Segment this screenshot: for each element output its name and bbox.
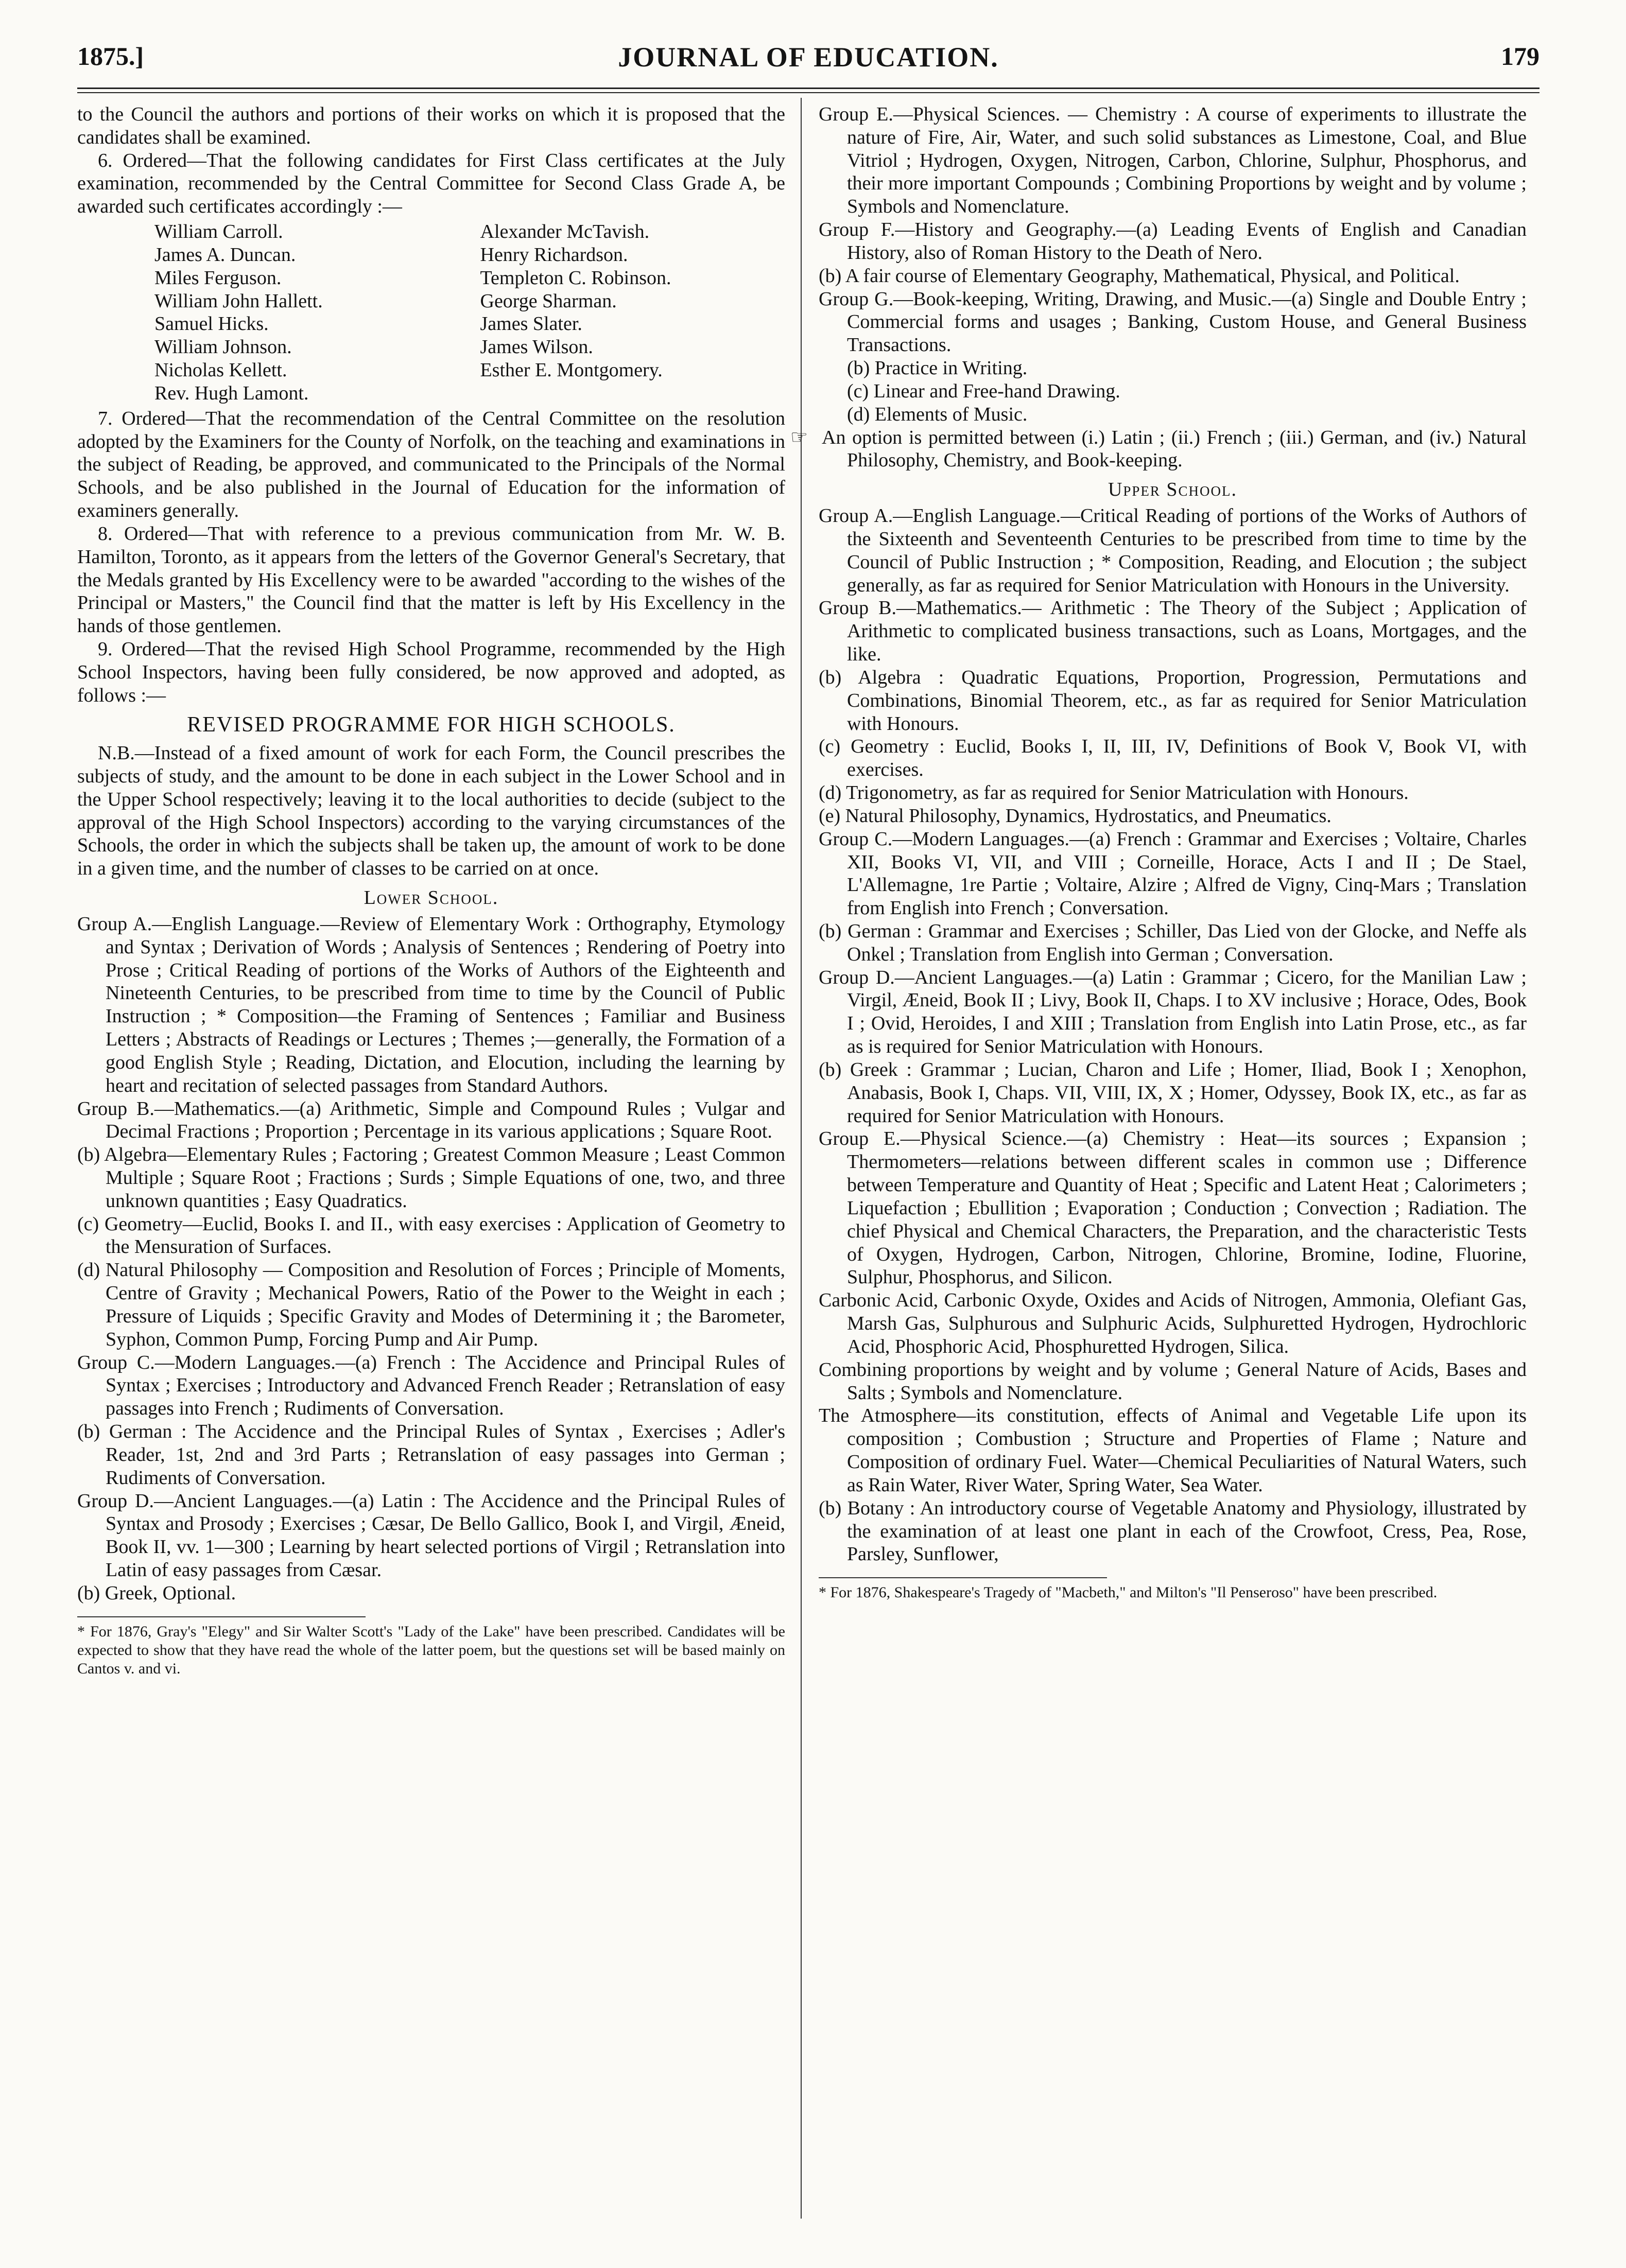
candidate-name: Templeton C. Robinson. [480, 267, 671, 289]
upper-group-d: Group D.—Ancient Languages.—(a) Latin : Grammar ; Cicero, for the Manilian Law ; Virgil, Æneid, Book II ; Livy, Book II, Chaps. I to XV inclusive ; Horace, Odes, Book I ; Ovid, Heroides, I and XIII ; Translation from English into Latin Prose, etc., as far as is required for Senior Matriculation with Honours. [819, 966, 1527, 1058]
candidate-names [77, 220, 785, 405]
page-number: 179 [1501, 42, 1539, 71]
candidate-name: James Wilson. [480, 336, 593, 358]
left-column [77, 103, 785, 1678]
lower-group-f: Group F.—History and Geography.—(a) Leading Events of English and Canadian History, also of Roman History to the Death of Nero. [819, 219, 1527, 264]
order-6: 6. Ordered—That the following candidates for First Class certificates at the July examination, recommended by the Central Committee for Second Class Grade A, be awarded such certificates accordingly :— [77, 149, 785, 218]
upper-group-c: Group C.—Modern Languages.—(a) French : Grammar and Exercises ; Voltaire, Charles XII, Books VI, VII, and VIII ; Corneille, Horace, Acts I and II ; De Stael, L'Allemagne, 1re Partie ; Voltaire, Alzire ; Alfred de Vigny, Cinq-Mars ; Translation from English into French ; Conversation. [819, 828, 1527, 919]
candidate-name: Nicholas Kellett. [154, 359, 287, 381]
lower-group-f-geography: (b) A fair course of Elementary Geography, Mathematical, Physical, and Political. [819, 265, 1460, 287]
candidate-name: Alexander McTavish. [480, 221, 650, 243]
upper-group-b: Group B.—Mathematics.— Arithmetic : The Theory of the Subject ; Application of Arithmetic to complicated business transactions, such as Loans, Mortgages, and the like. [819, 597, 1527, 666]
right-column [790, 103, 1527, 1602]
right-footnote: * For 1876, Shakespeare's Tragedy of "Macbeth," and Milton's "Il Penseroso" have been prescribed. [819, 1584, 1438, 1601]
lower-group-d: Group D.—Ancient Languages.—(a) Latin : The Accidence and the Principal Rules of Syntax and Prosody ; Exercises ; Cæsar, De Bello Gallico, Book I, and Virgil, Æneid, Book II, vv. 1—300 ; Learning by heart selected portions of Virgil ; Retranslation into Latin of easy passages from Cæsar. [77, 1490, 785, 1581]
journal-page [77, 31, 1539, 2244]
nb-paragraph: N.B.—Instead of a fixed amount of work for each Form, the Council prescribes the subjects of study, and the amount to be done in each subject in the Lower School and in the Upper School respectively; leaving it to the local authorities to decide (subject to the approval of the High School Inspectors) according to the varying circumstances of the Schools, the order in which the subjects shall be taken up, the amount of work to be done in a given time, and the number of classes to be carried on at once. [77, 742, 785, 880]
upper-group-b-algebra: (b) Algebra : Quadratic Equations, Proportion, Progression, Permutations and Combinations, Binomial Theorem, etc., as far as required for Senior Matriculation with Honours. [819, 666, 1527, 735]
candidate-name: Samuel Hicks. [154, 313, 269, 335]
footnote-rule [77, 1616, 366, 1617]
upper-group-a: Group A.—English Language.—Critical Reading of portions of the Works of Authors of the Sixteenth and Seventeenth Centuries to be prescribed from time to time by the Council of Public Instruction ; * Composition, Reading, and Elocution ; the subject generally, as far as required for Senior Matriculation with Honours in the University. [819, 505, 1527, 596]
upper-group-e: Group E.—Physical Science.—(a) Chemistry : Heat—its sources ; Expansion ; Thermometers—relations between different scales in common use ; Difference between Temperature and Quantity of Heat ; Specific and Latent Heat ; Calorimeters ; Liquefaction ; Ebullition ; Evaporation ; Conduction ; Convection ; Radiation. The chief Physical and Chemical Characters, the Preparation, and the characteristic Tests of Oxygen, Hydrogen, Carbon, Nitrogen, Chlorine, Bromine, Iodine, Fluorine, Sulphur, Phosphorus, and Silicon. [819, 1128, 1527, 1288]
header-rule [77, 92, 1539, 93]
candidate-name: Rev. Hugh Lamont. [154, 382, 309, 404]
lower-group-d-greek: (b) Greek, Optional. [77, 1582, 236, 1604]
order-7: 7. Ordered—That the recommendation of the Central Committee on the resolution adopted by the Examiners for the County of Norfolk, on the teaching and examinations in the subject of Reading, be approved, and communicated to the Principals of the Normal Schools, and be also published in the Journal of Education for the information of examiners generally. [77, 407, 785, 522]
upper-school-heading: Upper School. [1108, 479, 1238, 501]
upper-group-e-acids: Carbonic Acid, Carbonic Oxyde, Oxides and Acids of Nitrogen, Ammonia, Olefiant Gas, Marsh Gas, Sulphurous and Sulphuric Acids, Sulphuretted Hydrogen, Hydrochloric Acid, Phosphoric Acid, Phosphuretted Hydrogen, Silica. [819, 1289, 1527, 1357]
lower-group-b-geometry: (c) Geometry—Euclid, Books I. and II., with easy exercises : Application of Geometry to the Mensuration of Surfaces. [77, 1213, 785, 1258]
candidate-name: Miles Ferguson. [154, 267, 282, 289]
candidate-name: James Slater. [480, 313, 582, 335]
header-year: 1875.] [77, 42, 144, 71]
upper-group-c-german: (b) German : Grammar and Exercises ; Schiller, Das Lied von der Glocke, and Neffe als Onkel ; Translation from English into German ; Conversation. [819, 920, 1527, 965]
option-note: ☞ An option is permitted between (i.) Latin ; (ii.) French ; (iii.) German, and (iv.) Natural Philosophy, Chemistry, and Book-keeping. [790, 426, 1527, 472]
page-header [77, 31, 1539, 89]
journal-title: JOURNAL OF EDUCATION. [618, 42, 999, 73]
lower-group-b-algebra: (b) Algebra—Elementary Rules ; Factoring ; Greatest Common Measure ; Least Common Multiple ; Square Root ; Fractions ; Surds ; Simple Equations of one, two, and three unknown quantities ; Easy Quadratics. [77, 1144, 785, 1212]
programme-title: REVISED PROGRAMME FOR HIGH SCHOOLS. [187, 712, 676, 737]
lower-group-g-music: (d) Elements of Music. [847, 403, 1028, 425]
upper-group-e-botany: (b) Botany : An introductory course of Vegetable Anatomy and Physiology, illustrated by the examination of at least one plant in each of the Crowfoot, Cress, Pea, Rose, Parsley, Sunflower, [819, 1497, 1527, 1565]
lower-group-b-philosophy: (d) Natural Philosophy — Composition and Resolution of Forces ; Principle of Moments, Centre of Gravity ; Mechanical Powers, Ratio of the Power to the Weight in each ; Pressure of Liquids ; Specific Gravity and Modes of Determining it ; the Barometer, Syphon, Common Pump, Forcing Pump and Air Pump. [77, 1259, 785, 1350]
intro-paragraph: to the Council the authors and portions of their works on which it is proposed that the candidates shall be examined. [77, 103, 785, 148]
candidate-name: James A. Duncan. [154, 243, 296, 266]
column-divider [801, 98, 802, 2219]
upper-group-d-greek: (b) Greek : Grammar ; Lucian, Charon and Life ; Homer, Iliad, Book I ; Xenophon, Anabasis, Book I, Chaps. VII, VIII, IX, X ; Homer, Odyssey, Book IX, etc., as far as required for Senior Matriculation with Honours. [819, 1058, 1527, 1127]
upper-group-b-trigonometry: (d) Trigonometry, as far as required for Senior Matriculation with Honours. [819, 782, 1409, 804]
lower-group-g-drawing: (c) Linear and Free-hand Drawing. [847, 380, 1120, 402]
order-9: 9. Ordered—That the revised High School Programme, recommended by the High School Inspectors, having been fully considered, be now approved and adopted, as follows :— [77, 638, 785, 706]
candidate-name: William Carroll. [154, 221, 283, 243]
lower-group-e: Group E.—Physical Sciences. — Chemistry : A course of experiments to illustrate the nature of Fire, Air, Water, and such solid substances as Limestone, Coal, and Blue Vitriol ; Hydrogen, Oxygen, Nitrogen, Carbon, Chlorine, Sulphur, Phosphorus, and their more important Compounds ; Combining Proportions by weight and by volume ; Symbols and Nomenclature. [819, 103, 1527, 218]
candidate-name: Esther E. Montgomery. [480, 359, 663, 381]
lower-group-b: Group B.—Mathematics.—(a) Arithmetic, Simple and Compound Rules ; Vulgar and Decimal Fractions ; Proportion ; Percentage in its various applications ; Square Root. [77, 1097, 785, 1143]
lower-group-c: Group C.—Modern Languages.—(a) French : The Accidence and Principal Rules of Syntax ; Exercises ; Introductory and Advanced French Reader ; Retranslation of easy passages into French ; Rudiments of Conversation. [77, 1351, 785, 1420]
names-column-2 [480, 220, 786, 405]
lower-group-a: Group A.—English Language.—Review of Elementary Work : Orthography, Etymology and Syntax ; Derivation of Words ; Analysis of Sentences ; Rendering of Poetry into Prose ; Critical Reading of portions of the Works of Authors of the Eighteenth and Nineteenth Centuries, to be prescribed from time to time by the Council of Public Instruction ; * Composition—the Framing of Sentences ; Familiar and Business Letters ; Abstracts of Readings or Lectures ; Themes ;—generally, the Formation of a good English Style ; Reading, Dictation, and Elocution, including the learning by heart and recitation of selected passages from Standard Authors. [77, 913, 785, 1096]
upper-group-b-philosophy: (e) Natural Philosophy, Dynamics, Hydrostatics, and Pneumatics. [819, 805, 1331, 827]
names-column-1 [154, 220, 460, 405]
option-note-text: An option is permitted between (i.) Latin ; (ii.) French ; (iii.) German, and (iv.) Natural Philosophy, Chemistry, and Book-keeping. [822, 426, 1527, 472]
order-8: 8. Ordered—That with reference to a previous communication from Mr. W. B. Hamilton, Toronto, as it appears from the letters of the Governor General's Secretary, that the Medals granted by His Excellency were to be awarded "according to the wishes of the Principal or Masters," the Council find that the matter is left by His Excellency in the hands of those gentlemen. [77, 522, 785, 637]
lower-school-heading: Lower School. [364, 887, 499, 909]
lower-group-c-german: (b) German : The Accidence and the Principal Rules of Syntax , Exercises ; Adler's Reader, 1st, 2nd and 3rd Parts ; Retranslation of easy passages into German ; Rudiments of Conversation. [77, 1421, 785, 1489]
upper-group-e-atmosphere: The Atmosphere—its constitution, effects of Animal and Vegetable Life upon its composition ; Combustion ; Structure and Properties of Flame ; Nature and Composition of ordinary Fuel. Water—Chemical Peculiarities of Natural Waters, such as Rain Water, River Water, Spring Water, Sea Water. [819, 1405, 1527, 1496]
upper-group-e-proportions: Combining proportions by weight and by volume ; General Nature of Acids, Bases and Salts ; Symbols and Nomenclature. [819, 1358, 1527, 1404]
candidate-name: William Johnson. [154, 336, 292, 358]
upper-group-b-geometry: (c) Geometry : Euclid, Books I, II, III, IV, Definitions of Book V, Book VI, with exercises. [819, 736, 1527, 781]
footnote-rule [819, 1577, 1107, 1578]
lower-group-g: Group G.—Book-keeping, Writing, Drawing, and Music.—(a) Single and Double Entry ; Commercial forms and usages ; Banking, Custom House, and General Business Transactions. [819, 288, 1527, 356]
lower-group-g-writing: (b) Practice in Writing. [847, 357, 1028, 379]
candidate-name: William John Hallett. [154, 290, 323, 312]
candidate-name: Henry Richardson. [480, 243, 628, 266]
candidate-name: George Sharman. [480, 290, 617, 312]
left-footnote: * For 1876, Gray's "Elegy" and Sir Walter Scott's "Lady of the Lake" have been prescribed. Candidates will be expected to show that they have read the whole of the latter poem, but the questions set will be based mainly on Cantos v. and vi. [77, 1623, 785, 1677]
